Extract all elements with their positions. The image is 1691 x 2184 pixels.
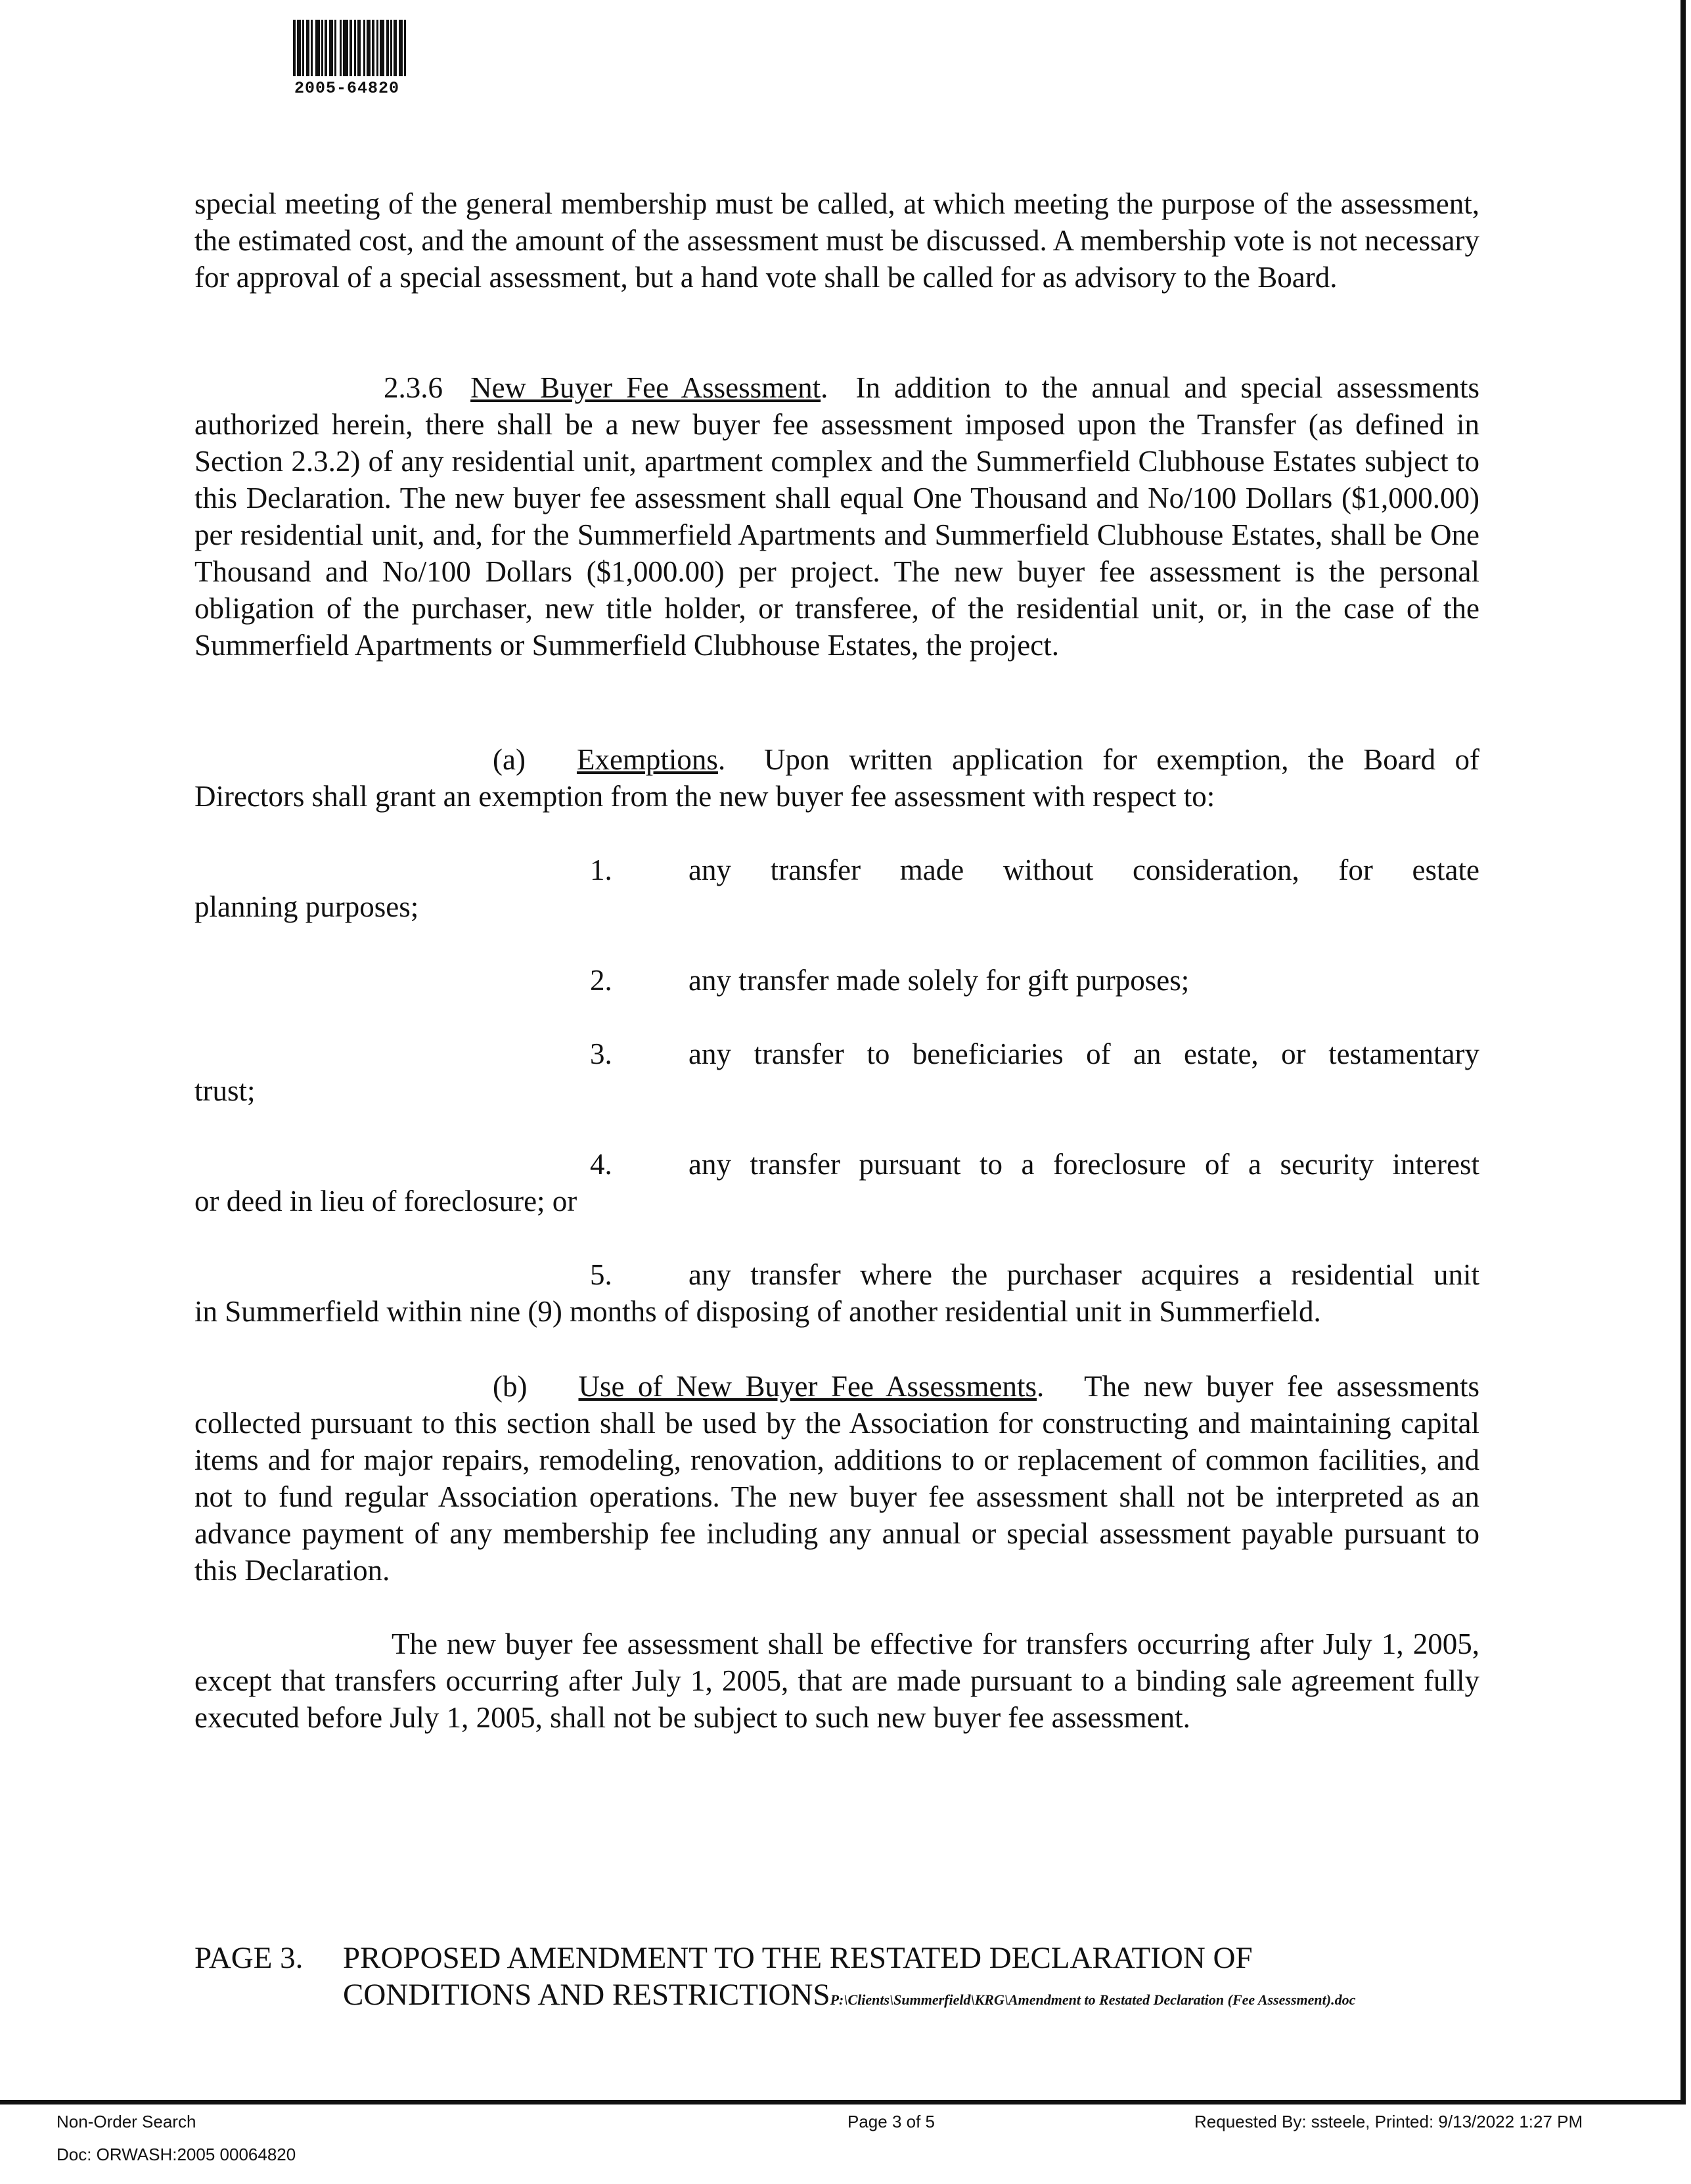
section-title: New Buyer Fee Assessment	[470, 371, 821, 404]
use-marker: (b)	[493, 1370, 528, 1403]
footer-title-line1: PROPOSED AMENDMENT TO THE RESTATED DECLARATION OF	[343, 1941, 1253, 1975]
file-path: P:\Clients\Summerfield\KRG\Amendment to Restated Declaration (Fee Assessment).doc	[830, 1991, 1356, 2008]
footer-title-line2	[343, 1976, 1355, 2018]
use-paragraph: (b) Use of New Buyer Fee Assessments. The new buyer fee assessments collected pursuant to this section shall be used by the Association for constructing and maintaining capital items and for major repairs, remodeling, renovation, additions to or replacement of common facilities, and not to fund regular Association operations. The new buyer fee assessment shall not be interpreted as an advance payment of any membership fee including any annual or special assessment payable pursuant to this Declaration.	[194, 1370, 1479, 1587]
exemption-item-text: any transfer pursuant to a foreclosure of a security interest	[688, 1148, 1479, 1181]
use-body: The new buyer fee assessments collected pursuant to this section shall be used by the Association for constructing and maintaining capital items and for major repairs, remodeling, renovation, additions to or replacement of common facilities, and not to fund regular Association operations. The new buyer fee assessment shall not be interpreted as an advance payment of any membership fee including any annual or special assessment payable pursuant to this Declaration.	[194, 1370, 1479, 1587]
exemption-item-text: any transfer to beneficiaries of an estate, or testamentary	[688, 1037, 1479, 1070]
exemption-item-number: 4.	[590, 1148, 612, 1181]
effective-paragraph	[194, 1626, 1479, 1736]
exemptions-intro-cont: Directors shall grant an exemption from the new buyer fee assessment with respect to:	[194, 780, 1215, 813]
section-2-3-6: 2.3.6 New Buyer Fee Assessment. In addition to the annual and special assessments authorized herein, there shall be a new buyer fee assessment imposed upon the Transfer (as defined in Section 2.3.2) of any residential unit, apartment complex and the Summerfield Clubhouse Estates subject to this Declaration. The new buyer fee assessment shall equal One Thousand and No/100 Dollars ($1,000.00) per residential unit, and, for the Summerfield Apartments and Summerfield Clubhouse Estates, shall be One Thousand and No/100 Dollars ($1,000.00) per project. The new buyer fee assessment is the personal obligation of the purchaser, new title holder, or transferee, of the residential unit, or, in the case of the Summerfield Apartments or Summerfield Clubhouse Estates, the project.	[194, 371, 1479, 662]
exemption-item-number: 2.	[590, 964, 612, 997]
search-type: Non-Order Search	[56, 2112, 196, 2131]
exemption-item-number: 5.	[590, 1258, 612, 1291]
exemption-item-text: any transfer made solely for gift purposes;	[688, 964, 1190, 997]
doc-id: Doc: ORWASH:2005 00064820	[56, 2145, 296, 2164]
page-border-right	[1680, 0, 1686, 2103]
barcode	[293, 20, 589, 76]
special-meeting-paragraph: special meeting of the general membership must be called, at which meeting the purpose of the assessment, the estimated cost, and the amount of the assessment must be discussed. A membership vote is not necessary for approval of a special assessment, but a hand vote shall be called for as advisory to the Board.	[194, 187, 1479, 294]
barcode-number: 2005-64820	[294, 79, 400, 98]
page-info: Page 3 of 5	[847, 2112, 935, 2131]
requested-by: Requested By: ssteele, Printed: 9/13/2022 1:27 PM	[1194, 2112, 1583, 2131]
exemption-item-number: 1.	[590, 853, 612, 886]
exemptions-intro: Upon written application for exemption, the Board of	[763, 743, 1480, 776]
page-border-bottom	[0, 2100, 1686, 2104]
footer-title-text: CONDITIONS AND RESTRICTIONS	[343, 1978, 830, 2012]
section-body: In addition to the annual and special assessments authorized herein, there shall be a new buyer fee assessment imposed upon the Transfer (as defined in Section 2.3.2) of any residential unit, apartment complex and the Summerfield Clubhouse Estates subject to this Declaration. The new buyer fee assessment shall equal One Thousand and No/100 Dollars ($1,000.00) per residential unit, and, for the Summerfield Apartments and Summerfield Clubhouse Estates, shall be One Thousand and No/100 Dollars ($1,000.00) per project. The new buyer fee assessment is the personal obligation of the purchaser, new title holder, or transferee, of the residential unit, or, in the case of the Summerfield Apartments or Summerfield Clubhouse Estates, the project.	[194, 371, 1479, 662]
effective-text: The new buyer fee assessment shall be effective for transfers occurring after July 1, 2005, except that transfers occurring after July 1, 2005, that are made pursuant to a binding sale agreement fully executed before July 1, 2005, shall not be subject to such new buyer fee assessment.	[194, 1627, 1479, 1734]
exemption-item-cont: planning purposes;	[194, 890, 419, 923]
exemptions-paragraph: (a) Exemptions. Upon written application for exemption, the Board of Directors shall grant an exemption from the new buyer fee assessment with respect to:	[194, 743, 1480, 813]
exemptions-title: Exemptions	[576, 743, 718, 776]
exemption-item-cont: or deed in lieu of foreclosure; or	[194, 1185, 577, 1217]
use-title: Use of New Buyer Fee Assessments	[578, 1370, 1037, 1403]
section-number: 2.3.6	[384, 371, 443, 404]
exemption-item-number: 3.	[590, 1037, 612, 1070]
footer-page-label: PAGE 3.	[194, 1941, 304, 1975]
exemption-item-text: any transfer made without consideration, for estate	[688, 853, 1479, 886]
exemption-item-cont: trust;	[194, 1074, 256, 1107]
exemption-item-cont: in Summerfield within nine (9) months of disposing of another residential unit in Summerfield.	[194, 1295, 1321, 1328]
exemption-item-text: any transfer where the purchaser acquires a residential unit	[688, 1258, 1479, 1291]
exemptions-marker: (a)	[493, 743, 526, 776]
